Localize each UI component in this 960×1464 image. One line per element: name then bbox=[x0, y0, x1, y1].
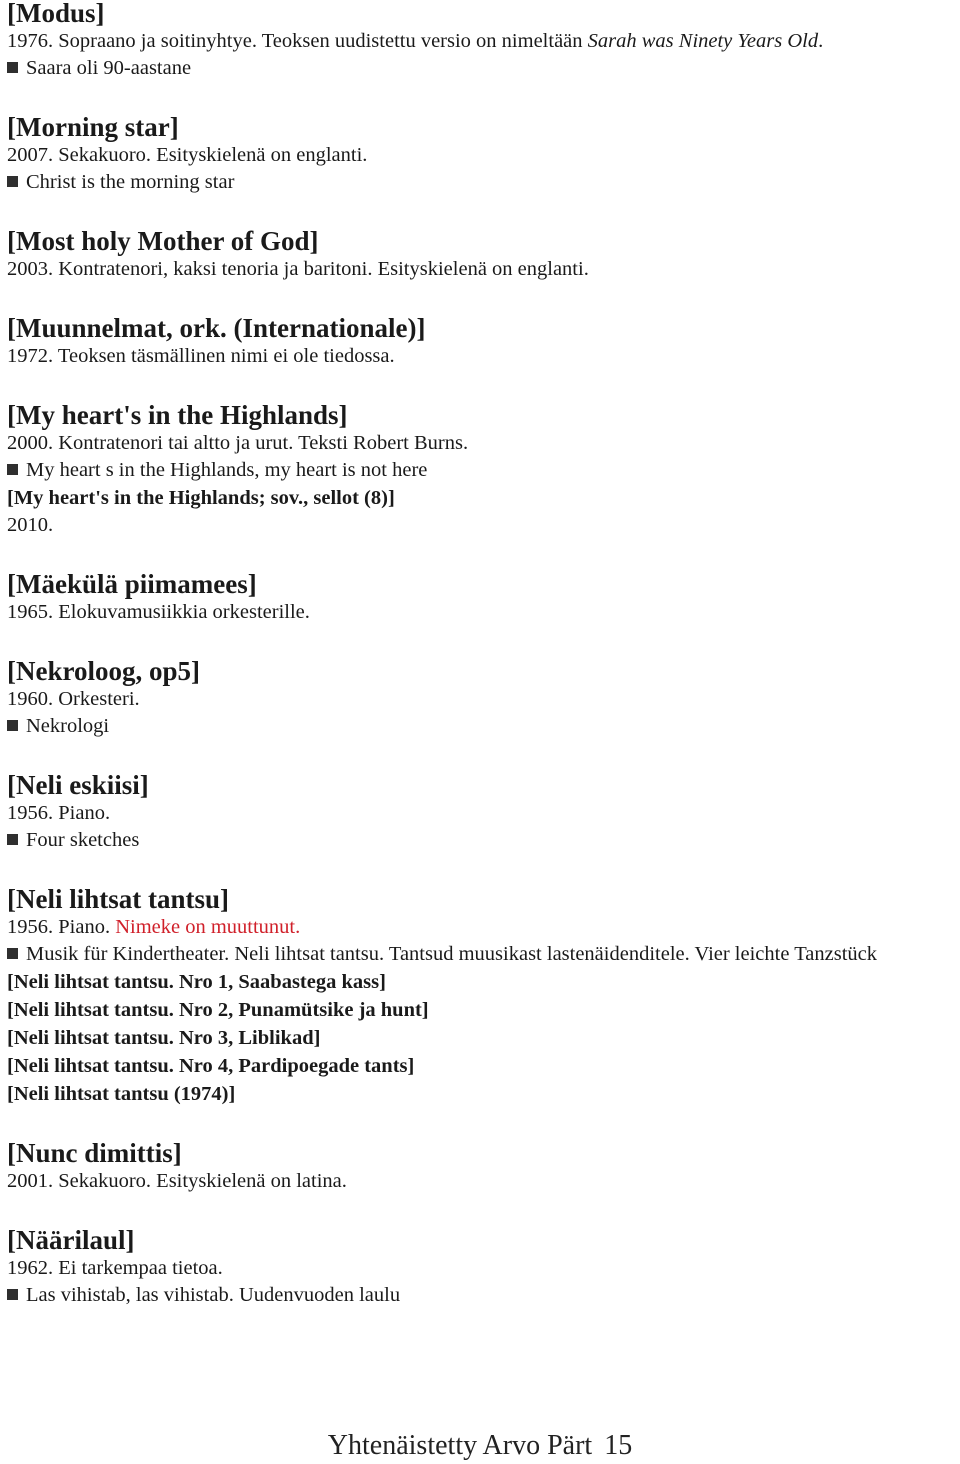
footer-title: Yhtenäistetty Arvo Pärt bbox=[327, 1430, 593, 1461]
alt-title-text: Nekrologi bbox=[26, 715, 110, 737]
entry-title: [My heart's in the Highlands] bbox=[7, 400, 348, 430]
title-changed-note: Nimeke on muuttunut. bbox=[115, 916, 301, 938]
entry-title: [Muunnelmat, ork. (Internationale)] bbox=[7, 313, 426, 343]
entry-subtitle: [Neli lihtsat tantsu (1974)] bbox=[7, 1083, 236, 1105]
alt-title-text: My heart s in the Highlands, my heart is not here bbox=[26, 459, 428, 481]
entry-title: [Näärilaul] bbox=[7, 1225, 135, 1255]
entry-info bbox=[7, 28, 952, 55]
entry-title: [Neli eskiisi] bbox=[7, 770, 149, 800]
entry-subtitle: [Neli lihtsat tantsu. Nro 1, Saabastega kass] bbox=[7, 971, 386, 993]
entry-info: 1972. Teoksen täsmällinen nimi ei ole tiedossa. bbox=[7, 345, 395, 367]
entry-title: [Mäekülä piimamees] bbox=[7, 569, 257, 599]
alt-title-text: Musik für Kindertheater. Neli lihtsat tantsu. Tantsud muusikast lastenäidenditele. Vier leichte Tanzstück bbox=[26, 943, 878, 965]
entry-info-text: 1956. Piano. bbox=[7, 916, 116, 938]
entry-sub-info: 2010. bbox=[7, 514, 54, 536]
entry-info-italic: Sarah was Ninety Years Old bbox=[587, 30, 819, 52]
entry-alt-title bbox=[7, 941, 952, 968]
entry-title: [Nekroloog, op5] bbox=[7, 656, 200, 686]
entry-info-text: 1976. Sopraano ja soitinyhtye. Teoksen uudistettu versio on nimeltään bbox=[7, 30, 588, 52]
entry-subtitle: [My heart's in the Highlands; sov., sellot (8)] bbox=[7, 487, 395, 509]
entry-alt-title bbox=[7, 457, 952, 484]
entry-info: 2001. Sekakuoro. Esityskielenä on latina. bbox=[7, 1170, 347, 1192]
entry-info: 1956. Piano. bbox=[7, 802, 111, 824]
entry-info: 2007. Sekakuoro. Esityskielenä on englanti. bbox=[7, 144, 368, 166]
entry-info: 1960. Orkesteri. bbox=[7, 688, 140, 710]
alt-title-text: Saara oli 90-aastane bbox=[26, 57, 192, 79]
square-bullet-icon bbox=[7, 720, 18, 731]
entry-info: 1965. Elokuvamusiikkia orkesterille. bbox=[7, 601, 310, 623]
entry-title: [Neli lihtsat tantsu] bbox=[7, 884, 229, 914]
entry-info: 2000. Kontratenori tai altto ja urut. Teksti Robert Burns. bbox=[7, 432, 469, 454]
square-bullet-icon bbox=[7, 834, 18, 845]
square-bullet-icon bbox=[7, 62, 18, 73]
entry-info: 2003. Kontratenori, kaksi tenoria ja baritoni. Esityskielenä on englanti. bbox=[7, 258, 589, 280]
entry-title: [Morning star] bbox=[7, 112, 179, 142]
square-bullet-icon bbox=[7, 176, 18, 187]
entry-subtitle: [Neli lihtsat tantsu. Nro 3, Liblikad] bbox=[7, 1027, 321, 1049]
page-footer bbox=[0, 1429, 960, 1463]
entry-title: [Nunc dimittis] bbox=[7, 1138, 182, 1168]
entry-alt-title bbox=[7, 1282, 952, 1309]
entry-alt-title bbox=[7, 713, 952, 740]
entry-alt-title bbox=[7, 169, 952, 196]
alt-title-text: Four sketches bbox=[26, 829, 140, 851]
square-bullet-icon bbox=[7, 1289, 18, 1300]
square-bullet-icon bbox=[7, 948, 18, 959]
entry-subtitle: [Neli lihtsat tantsu. Nro 2, Punamütsike ja hunt] bbox=[7, 999, 429, 1021]
entry-info: 1962. Ei tarkempaa tietoa. bbox=[7, 1257, 223, 1279]
entry-info-period: . bbox=[818, 30, 824, 52]
document-body bbox=[7, 0, 952, 1309]
alt-title-text: Las vihistab, las vihistab. Uudenvuoden laulu bbox=[26, 1284, 401, 1306]
entry-title: [Most holy Mother of God] bbox=[7, 226, 319, 256]
square-bullet-icon bbox=[7, 464, 18, 475]
alt-title-text: Christ is the morning star bbox=[26, 171, 235, 193]
page-number: 15 bbox=[604, 1430, 633, 1461]
entry-subtitle: [Neli lihtsat tantsu. Nro 4, Pardipoegade tants] bbox=[7, 1055, 415, 1077]
entry-alt-title bbox=[7, 55, 952, 82]
entry-alt-title bbox=[7, 827, 952, 854]
entry-info bbox=[7, 914, 952, 941]
entry-title: [Modus] bbox=[7, 0, 105, 28]
